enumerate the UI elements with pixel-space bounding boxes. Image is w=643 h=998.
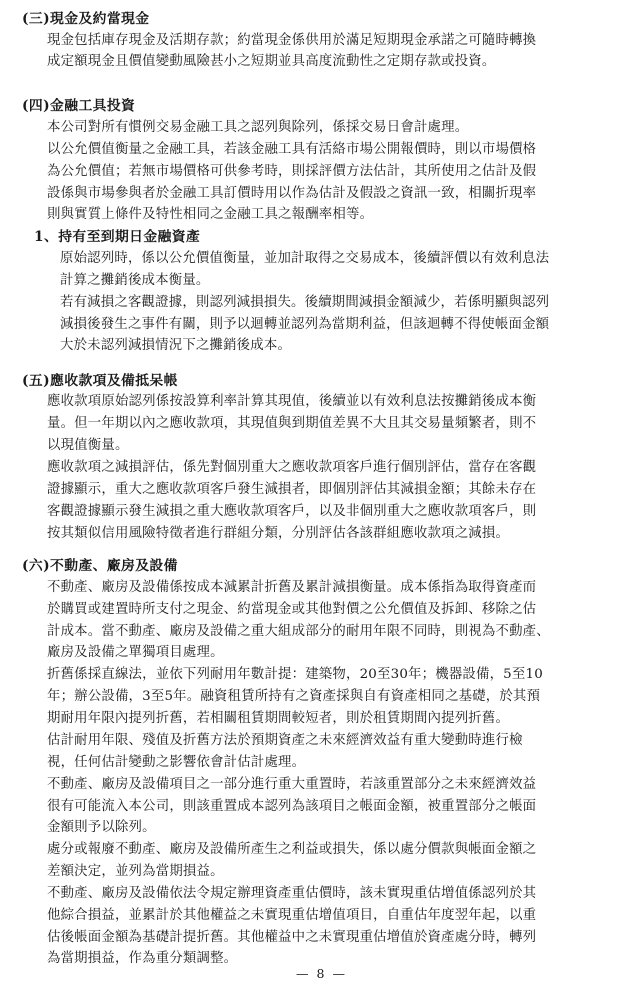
paragraph-line: 很有可能流入本公司，則該重置成本認列為該項目之帳面金額，被重置部分之帳面 (47, 799, 537, 814)
paragraph-line: 若有減損之客觀證據，則認列減損損失。後續期間減損金額減少，若係明顯與認列 (60, 295, 550, 310)
paragraph-line: 期耐用年限內提列折舊，若相關租賃期間較短者，則於租賃期間內提列折舊。 (47, 711, 510, 726)
section-heading-financial-instruments: (四)金融工具投資 (22, 98, 136, 114)
section-heading-receivables: (五)應收款項及備抵呆帳 (22, 373, 178, 389)
paragraph-line: 年；辦公設備，3至5年。融資租賃所持有之資產採與自有資產相同之基礎，於其預 (47, 689, 541, 704)
paragraph-line: 本公司對所有慣例交易金融工具之認列與除列，係採交易日會計處理。 (47, 120, 469, 135)
paragraph-line: 估計耐用年限、殘值及折舊方法於預期資產之未來經濟效益有重大變動時進行檢 (47, 733, 523, 748)
paragraph-line: 設係與市場參與者於金融工具訂價時用以作為估計及假設之資訊一致，相關折現率 (47, 186, 537, 201)
paragraph-line: 估後帳面金額為基礎計提折舊。其他權益中之未實現重估增值於資產處分時，轉列 (47, 930, 537, 945)
paragraph-line: 處分或報廢不動產、廠房及設備所產生之利益或損失，係以處分價款與帳面金額之 (47, 842, 537, 857)
paragraph-line: 客觀證據顯示發生減損之重大應收款項客戶，以及非個別重大之應收款項客戶，則 (47, 504, 537, 519)
paragraph-line: 視，任何估計變動之影響依會計估計處理。 (47, 755, 306, 770)
paragraph-line: 金額則予以除列。 (47, 820, 156, 835)
paragraph-line: 以現值衡量。 (47, 438, 129, 453)
section-heading-cash: (三)現金及約當現金 (22, 11, 150, 27)
paragraph-line: 不動產、廠房及設備項目之一部分進行重大重置時，若該重置部分之未來經濟效益 (47, 777, 537, 792)
paragraph-line: 廠房及設備之單獨項目處理。 (47, 645, 224, 660)
paragraph-line: 折舊係採直線法，並依下列耐用年數計提：建築物，20至30年；機器設備，5至10 (47, 667, 543, 682)
section-heading-ppe: (六)不動產、廠房及設備 (22, 558, 178, 574)
paragraph-line: 按其類似信用風險特徵者進行群組分類，分別評估各該群組應收款項之減損。 (47, 526, 510, 541)
paragraph-line: 為當期損益，作為重分類調整。 (47, 951, 238, 966)
paragraph-line: 大於未認列減損情況下之攤銷後成本。 (60, 338, 292, 353)
paragraph-line: 成定額現金且價值變動風險甚小之短期並具高度流動性之定期存款或投資。 (47, 54, 496, 69)
paragraph-line: 不動產、廠房及設備依法令規定辦理資產重估價時，該未實現重估增值係認列於其 (47, 886, 537, 901)
paragraph-line: 於購買或建置時所支付之現金、約當現金或其他對價之公允價值及拆卸、移除之估 (47, 602, 537, 617)
paragraph-line: 原始認列時，係以公允價值衡量，並加計取得之交易成本，後續評價以有效利息法 (60, 251, 550, 266)
paragraph-line: 差額決定，並列為當期損益。 (47, 864, 224, 879)
paragraph-line: 現金包括庫存現金及活期存款；約當現金係供用於滿足短期現金承諾之可隨時轉換 (47, 33, 537, 48)
paragraph-line: 應收款項原始認列係按設算利率計算其現值，後續並以有效利息法按攤銷後成本衡 (47, 394, 537, 409)
paragraph-line: 以公允價值衡量之金融工具，若該金融工具有活絡市場公開報價時，則以市場價格 (47, 142, 537, 157)
paragraph-line: 量。但一年期以內之應收款項，其現值與到期值差異不大且其交易量頻繁者，則不 (47, 416, 537, 431)
paragraph-line: 計算之攤銷後成本衡量。 (60, 273, 210, 288)
paragraph-line: 則與實質上條件及特性相同之金融工具之報酬率相等。 (47, 207, 374, 222)
paragraph-line: 證據顯示，重大之應收款項客戶發生減損者，即個別評估其減損金額；其餘未存在 (47, 482, 537, 497)
paragraph-line: 應收款項之減損評估，係先對個別重大之應收款項客戶進行個別評估，當存在客觀 (47, 460, 537, 475)
page-number: — 8 — (296, 966, 347, 981)
paragraph-line: 他綜合損益，並累計於其他權益之未實現重估增值項目，自重估年度翌年起，以重 (47, 908, 537, 923)
paragraph-line: 減損後發生之事件有關，則予以迴轉並認列為當期利益，但該迴轉不得使帳面金額 (60, 317, 550, 332)
paragraph-line: 計成本。當不動產、廠房及設備之重大組成部分的耐用年限不同時，則視為不動產、 (47, 624, 550, 639)
paragraph-line: 為公允價值；若無市場價格可供參考時，則採評價方法估計，其所使用之估計及假 (47, 164, 537, 179)
subsection-heading-held-to-maturity: 1、持有至到期日金融資產 (34, 229, 201, 245)
paragraph-line: 不動產、廠房及設備係按成本減累計折舊及累計減損衡量。成本係指為取得資產而 (47, 580, 537, 595)
